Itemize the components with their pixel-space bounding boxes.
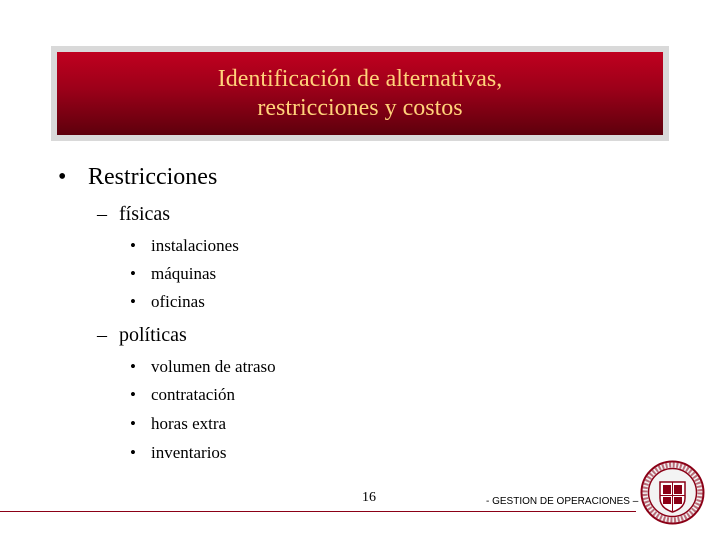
slide-title-line-2: restricciones y costos — [257, 94, 463, 121]
bullet-label: Restricciones — [88, 164, 218, 190]
list-item — [130, 414, 226, 434]
bullet-marker: • — [130, 292, 136, 311]
page-number: 16 — [362, 490, 376, 505]
sub-bullet-label: políticas — [119, 324, 187, 346]
dash-marker: – — [97, 324, 107, 346]
slide-title-line-1: Identificación de alternativas, — [217, 65, 503, 92]
footer-course-label: - GESTION DE OPERACIONES – — [486, 496, 639, 507]
list-item — [130, 264, 216, 284]
sub-bullet-politicas — [97, 324, 187, 347]
bullet-marker: • — [130, 264, 136, 283]
list-item — [130, 357, 276, 377]
list-item-label: máquinas — [151, 264, 217, 283]
list-item-label: contratación — [151, 385, 236, 404]
sub-bullet-fisicas — [97, 203, 170, 226]
list-item-label: inventarios — [151, 443, 227, 462]
bullet-marker: • — [130, 414, 136, 433]
footer-divider — [0, 511, 636, 512]
bullet-marker: • — [130, 357, 136, 376]
bullet-marker: • — [130, 443, 136, 462]
list-item-label: oficinas — [151, 292, 205, 311]
university-seal-icon — [640, 460, 705, 525]
bullet-marker: • — [130, 385, 136, 404]
dash-marker: – — [97, 203, 107, 225]
bullet-restricciones — [58, 164, 217, 191]
bullet-marker: • — [58, 164, 67, 190]
sub-bullet-label: físicas — [119, 203, 171, 225]
list-item — [130, 292, 205, 312]
list-item-label: volumen de atraso — [151, 357, 276, 376]
list-item — [130, 236, 239, 256]
list-item-label: horas extra — [151, 414, 227, 433]
bullet-marker: • — [130, 236, 136, 255]
list-item-label: instalaciones — [151, 236, 239, 255]
list-item — [130, 385, 235, 405]
list-item — [130, 443, 227, 463]
